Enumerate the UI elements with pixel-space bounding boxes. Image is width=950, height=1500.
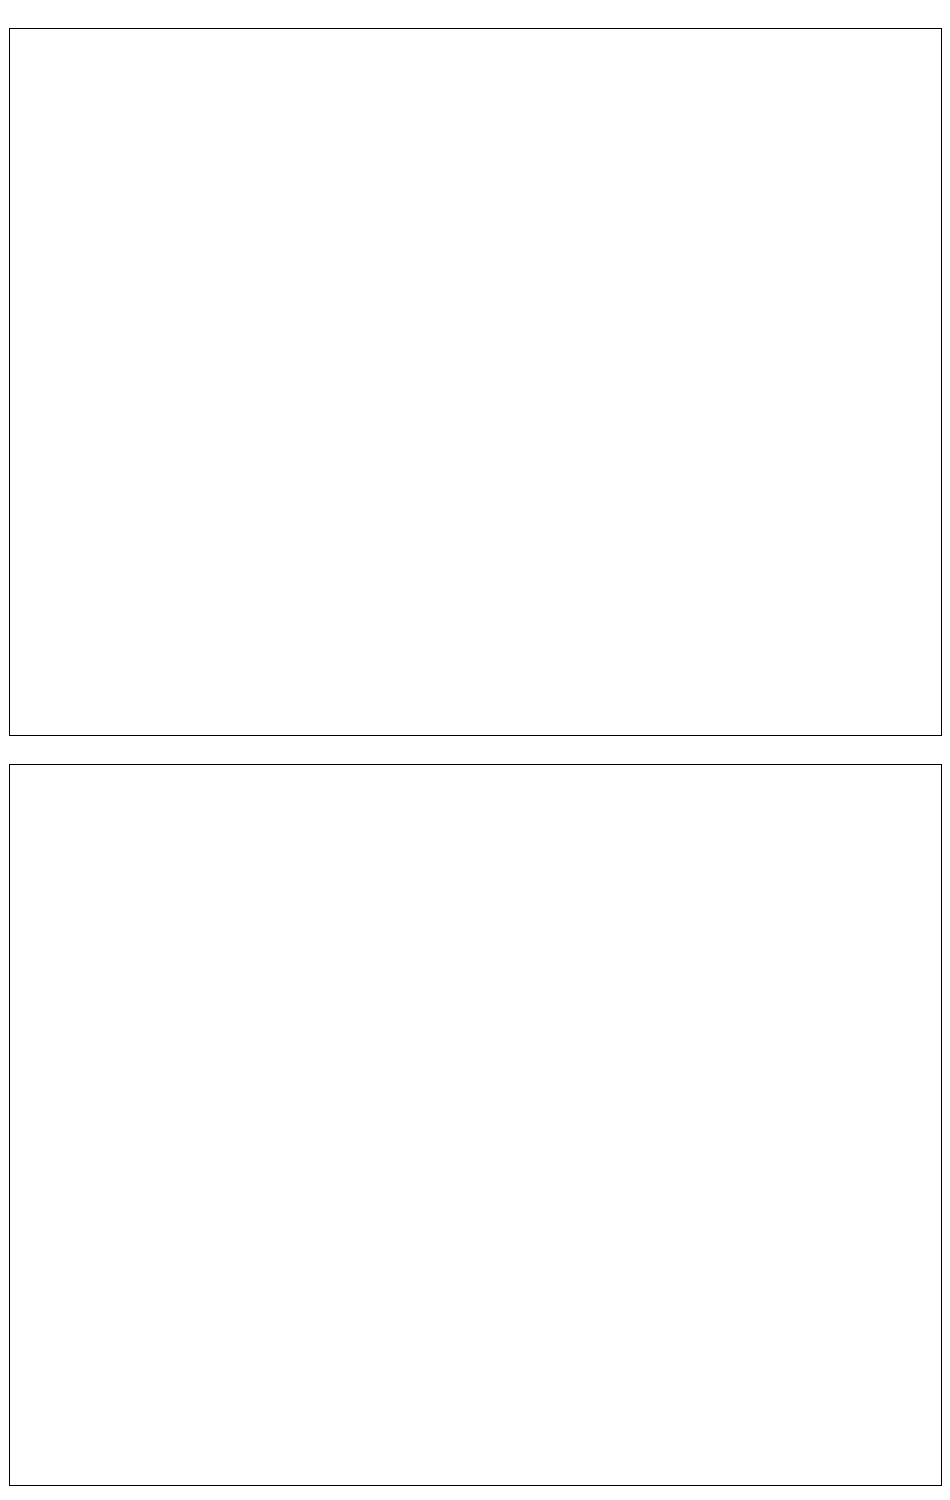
down-footprints-map xyxy=(10,29,941,735)
conjugate-footprints-map xyxy=(10,765,941,1485)
down-footprints-map-panel xyxy=(9,28,942,736)
conjugate-footprints-map-panel xyxy=(9,764,942,1486)
